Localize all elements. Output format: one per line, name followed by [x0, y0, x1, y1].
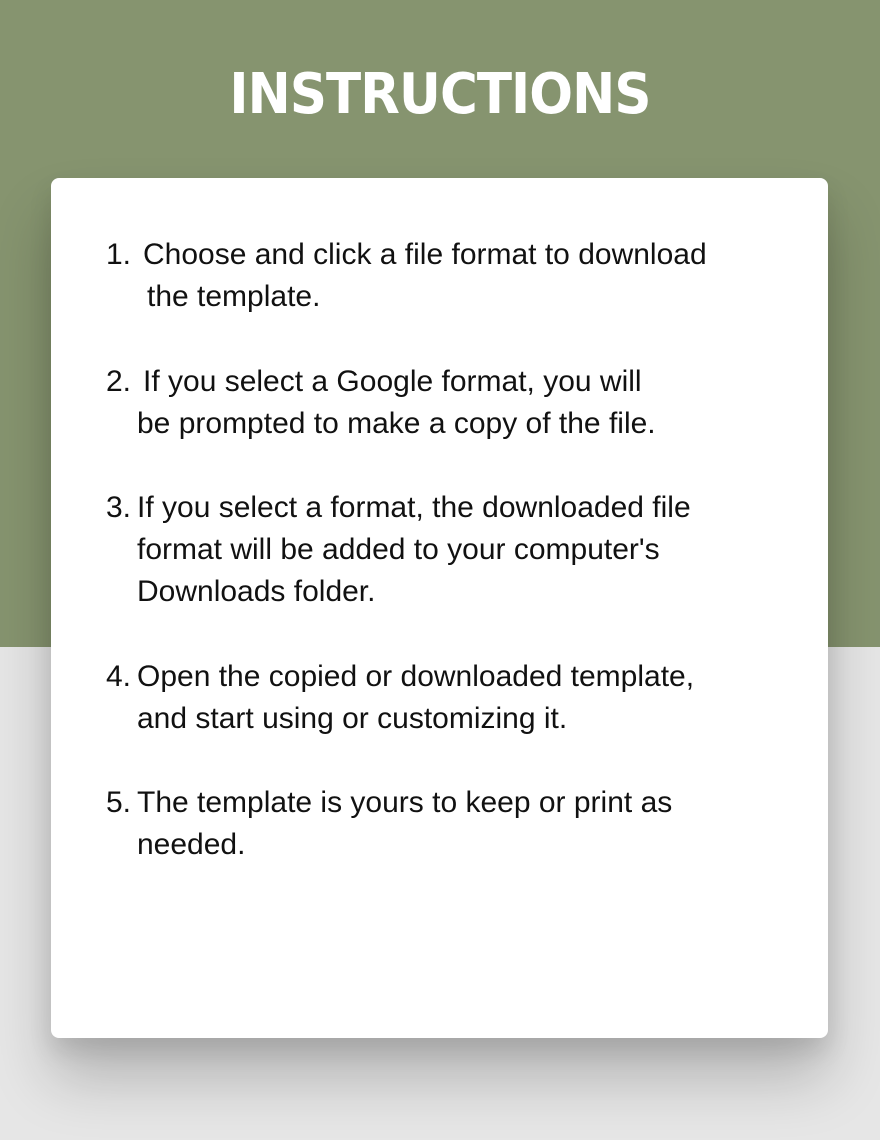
step-number: 3.: [106, 491, 132, 524]
instruction-step-3: [106, 487, 786, 613]
page-title: INSTRUCTIONS: [229, 62, 651, 127]
step-line: format will be added to your computer's: [137, 533, 660, 566]
step-line: needed.: [137, 828, 246, 861]
step-line: The template is yours to keep or print as: [137, 786, 673, 819]
instruction-step-1: [106, 234, 786, 318]
step-number: 2.: [106, 365, 132, 398]
step-line: Downloads folder.: [137, 575, 376, 608]
instruction-step-2: [106, 361, 786, 445]
step-line: and start using or customizing it.: [137, 702, 568, 735]
step-line: be prompted to make a copy of the file.: [137, 407, 656, 440]
step-number: 4.: [106, 660, 132, 693]
step-line: the template.: [147, 280, 321, 313]
instruction-step-4: [106, 656, 786, 740]
instruction-step-5: [106, 782, 786, 866]
instructions-card: [51, 178, 828, 1038]
step-line: Open the copied or downloaded template,: [137, 660, 695, 693]
step-line: If you select a Google format, you will: [143, 365, 642, 398]
step-line: If you select a format, the downloaded file: [137, 491, 691, 524]
step-number: 1.: [106, 238, 132, 271]
step-number: 5.: [106, 786, 132, 819]
step-line: Choose and click a file format to download: [143, 238, 707, 271]
